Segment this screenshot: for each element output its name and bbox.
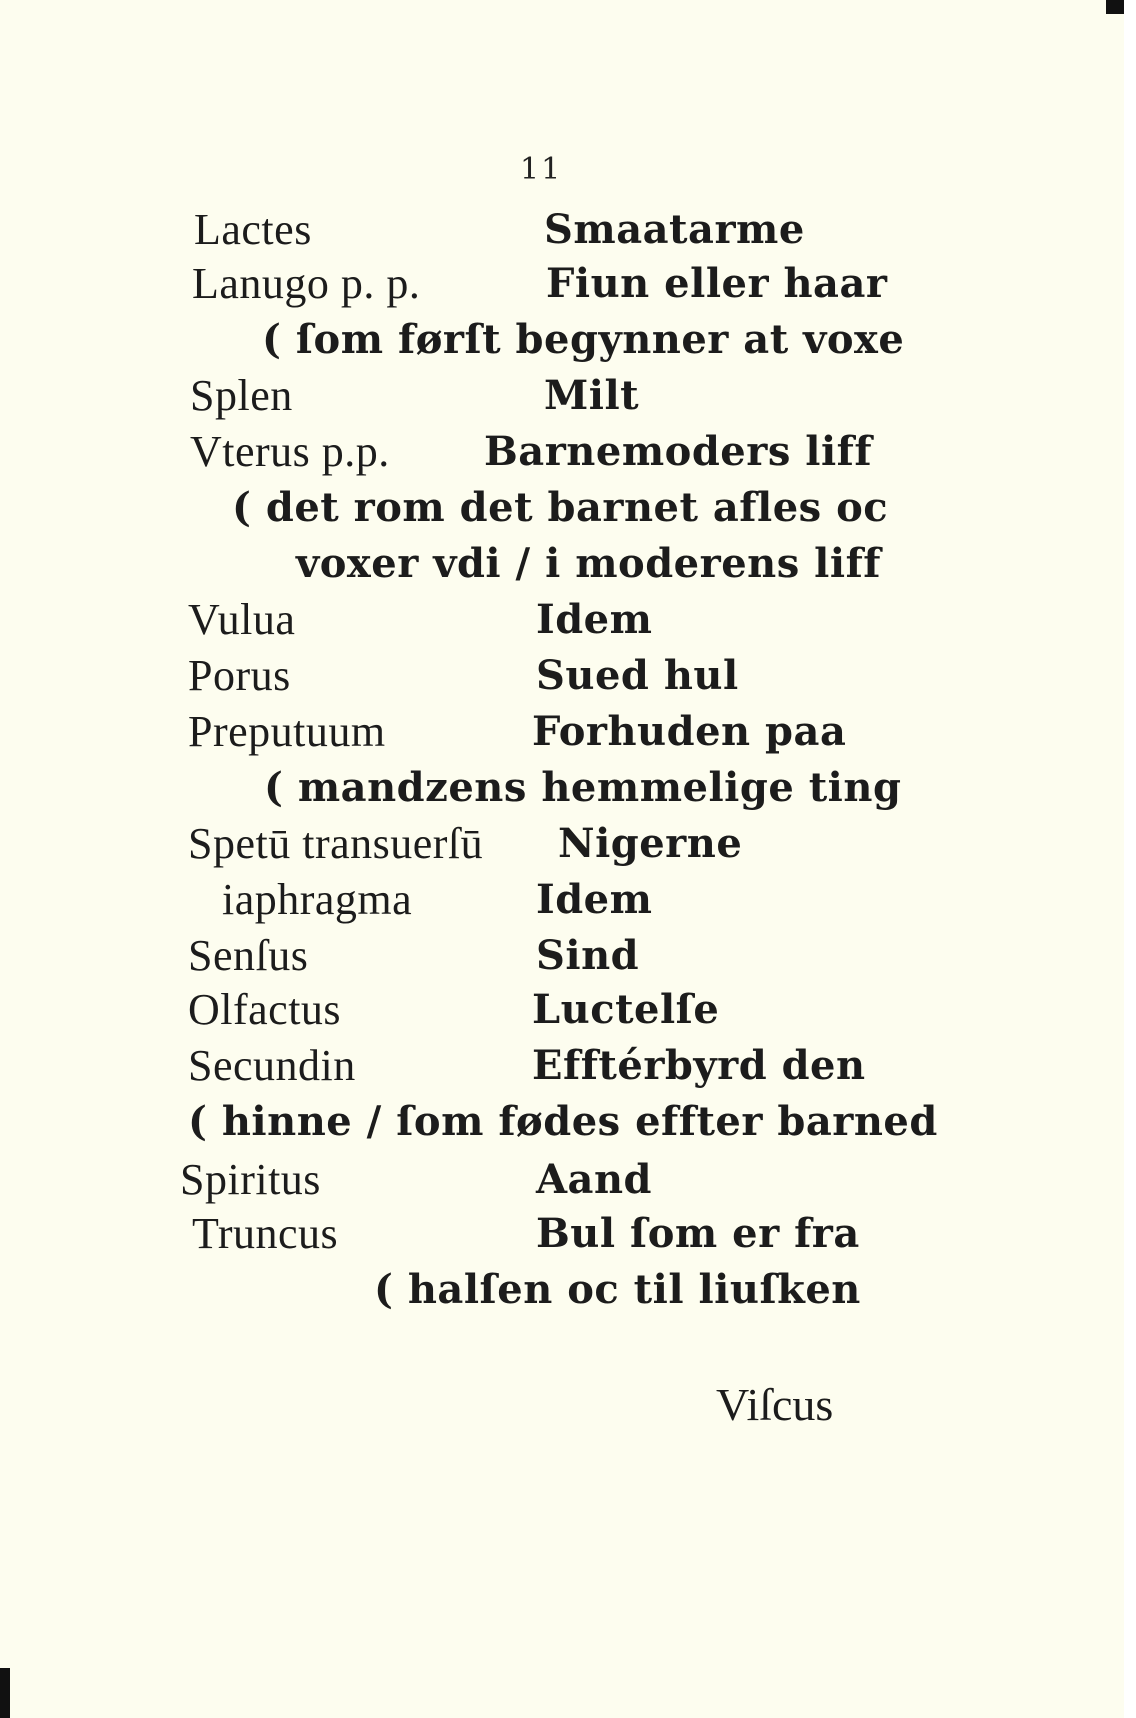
danish-term: Aand xyxy=(536,1156,653,1203)
page-number: 11 xyxy=(520,152,563,187)
danish-term: Luctelſe xyxy=(532,986,720,1033)
danish-term: Fiun eller haar xyxy=(546,260,888,307)
scan-margin xyxy=(1124,0,1136,1718)
latin-term: Lactes xyxy=(194,205,312,254)
danish-continuation: ( hinne / ſom fødes effter barned xyxy=(188,1098,938,1145)
danish-term: Smaatarme xyxy=(544,206,805,253)
danish-continuation: ( mandzens hemmelige ting xyxy=(264,764,902,811)
danish-continuation: ( ſom førſt begynner at voxe xyxy=(262,316,905,363)
danish-continuation: ( halſen oc til liuſken xyxy=(374,1266,861,1313)
danish-term: Forhuden paa xyxy=(532,708,847,755)
latin-term: Olfactus xyxy=(188,985,342,1034)
latin-term: Secundin xyxy=(188,1041,356,1090)
danish-continuation: ( det rom det barnet afles oc xyxy=(232,484,889,531)
danish-term: Sind xyxy=(536,932,640,979)
danish-term: Idem xyxy=(536,596,653,643)
scan-edge-mark xyxy=(0,1668,10,1718)
danish-term: Bul ſom er fra xyxy=(536,1210,860,1257)
latin-term: Truncus xyxy=(192,1209,339,1258)
latin-term: Splen xyxy=(190,371,293,420)
catchword: Viſcus xyxy=(716,1379,834,1430)
danish-term: Barnemoders liff xyxy=(484,428,873,475)
scan-edge-mark xyxy=(1106,0,1124,14)
latin-term: Lanugo p. p. xyxy=(192,259,421,308)
latin-term: Vulua xyxy=(188,595,296,644)
latin-term: Spiritus xyxy=(180,1155,321,1204)
latin-term: Senſus xyxy=(188,931,309,980)
danish-term: Nigerne xyxy=(558,820,743,867)
danish-continuation: voxer vdi / i moderens liff xyxy=(296,540,881,587)
latin-term: Porus xyxy=(188,651,291,700)
latin-term: Spetū transuerſū xyxy=(188,819,484,868)
latin-term: iaphragma xyxy=(222,875,413,924)
danish-term: Idem xyxy=(536,876,653,923)
latin-term: Vterus p.p. xyxy=(190,427,390,476)
danish-term: Efftérbyrd den xyxy=(532,1042,866,1089)
danish-term: Sued hul xyxy=(536,652,739,699)
danish-term: Milt xyxy=(544,372,640,419)
latin-term: Preputuum xyxy=(188,707,386,756)
